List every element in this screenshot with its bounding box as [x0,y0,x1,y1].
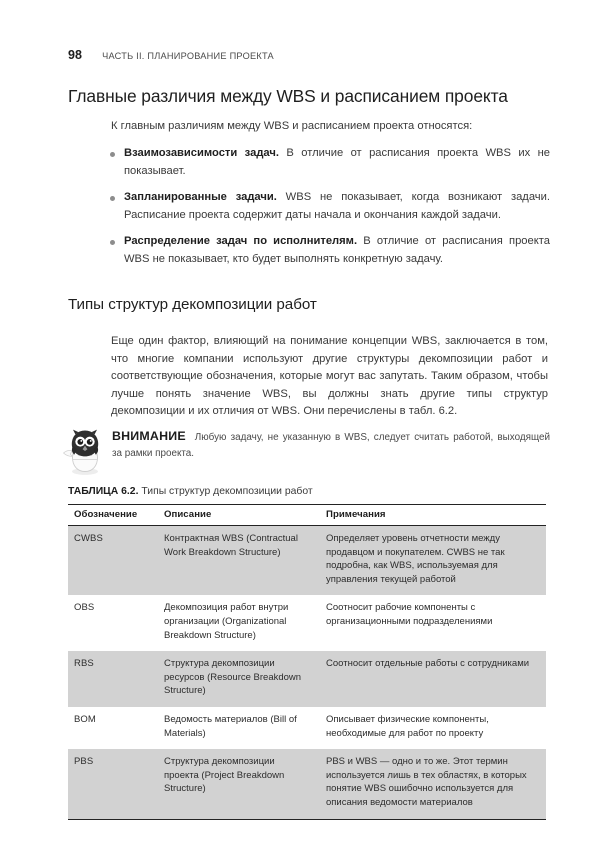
warning-callout [58,427,550,475]
list-item-lead: Взаимозависимости задач. [124,147,279,159]
cell-code: OBS [68,595,160,651]
bullet-dot-icon [110,196,115,201]
cell-description: Структура декомпозиции проекта (Project Breakdown Structure) [160,749,320,819]
table-header-row [68,505,546,526]
list-item [108,189,550,224]
cell-notes: Описывает физические компоненты, необходимые для работ по проекту [320,707,546,749]
list-item-text: WBS не показывает, когда возникают задачи. Расписание проекта содержит даты начала и окончания каждой задачи. [124,191,550,221]
cell-code: BOM [68,707,160,749]
cell-notes: Соотносит отдельные работы с сотрудниками [320,651,546,707]
bullet-dot-icon [110,152,115,157]
table-row [68,707,546,749]
page-number: 98 [68,48,83,62]
table-row [68,651,546,707]
wbs-types-paragraph: Еще один фактор, влияющий на понимание концепции WBS, заключается в том, что многие компании используют другие структуры декомпозиции работ и соответствующие обозначения, которые могут вас запутать. Таким образом, чтобы лучше понять значение WBS, вы должны знать другие типы структур декомпозиции и их отличия от WBS. Они перечислены в табл. 6.2. [111,335,548,418]
warning-text: Любую задачу, не указанную в WBS, следует считать работой, выходящей за рамки проекта. [112,432,550,459]
running-head-title: ЧАСТЬ II. ПЛАНИРОВАНИЕ ПРОЕКТА [102,51,274,61]
table-caption-title: Типы структур декомпозиции работ [141,486,313,497]
warning-label: ВНИМАНИЕ [112,429,186,443]
cell-notes: PBS и WBS — одно и то же. Этот термин используется лишь в тех областях, в которых понятие WBS ошибочно используется для описания ведомости материалов [320,749,546,819]
list-item-text: В отличие от расписания проекта WBS их не показывает. [124,147,550,177]
cell-notes: Соотносит рабочие компоненты с организационными подразделениями [320,595,546,651]
list-item-lead: Распределение задач по исполнителям. [124,235,358,248]
table-row [68,595,546,651]
section-heading-wbs-types: Типы структур декомпозиции работ [68,296,317,313]
running-head [68,48,548,64]
table-caption [68,486,548,497]
cell-description: Структура декомпозиции ресурсов (Resource Breakdown Structure) [160,651,320,707]
table-head [68,505,546,526]
table-row [68,526,546,596]
cell-code: CWBS [68,526,160,596]
warning-callout-body [112,429,550,461]
wbs-types-table [68,504,546,820]
table-row [68,749,546,819]
cell-notes: Определяет уровень отчетности между продавцом и покупателем. CWBS не так подробна, как WBS, используемая для управления текущей работой [320,526,546,596]
owl-hatching-icon [62,428,108,476]
cell-description: Ведомость материалов (Bill of Materials) [160,707,320,749]
cell-description: Декомпозиция работ внутри организации (Organizational Breakdown Structure) [160,595,320,651]
differences-bullet-list [108,145,550,269]
list-item-text: В отличие от расписания проекта WBS не показывает, кто будет выполнять конкретную задачу. [124,235,550,265]
column-header-description: Описание [160,505,320,526]
cell-code: RBS [68,651,160,707]
list-item-lead: Запланированные задачи. [124,191,277,204]
list-item [108,145,550,180]
cell-description: Контрактная WBS (Contractual Work Breakdown Structure) [160,526,320,596]
cell-code: PBS [68,749,160,819]
column-header-code: Обозначение [68,505,160,526]
table-caption-label: ТАБЛИЦА 6.2. [68,486,139,497]
section-heading-main-differences: Главные различия между WBS и расписанием проекта [68,86,508,106]
column-header-notes: Примечания [320,505,546,526]
table-body [68,526,546,820]
intro-paragraph: К главным различиям между WBS и расписанием проекта относятся: [111,120,473,132]
list-item [108,233,550,268]
bullet-dot-icon [110,240,115,245]
